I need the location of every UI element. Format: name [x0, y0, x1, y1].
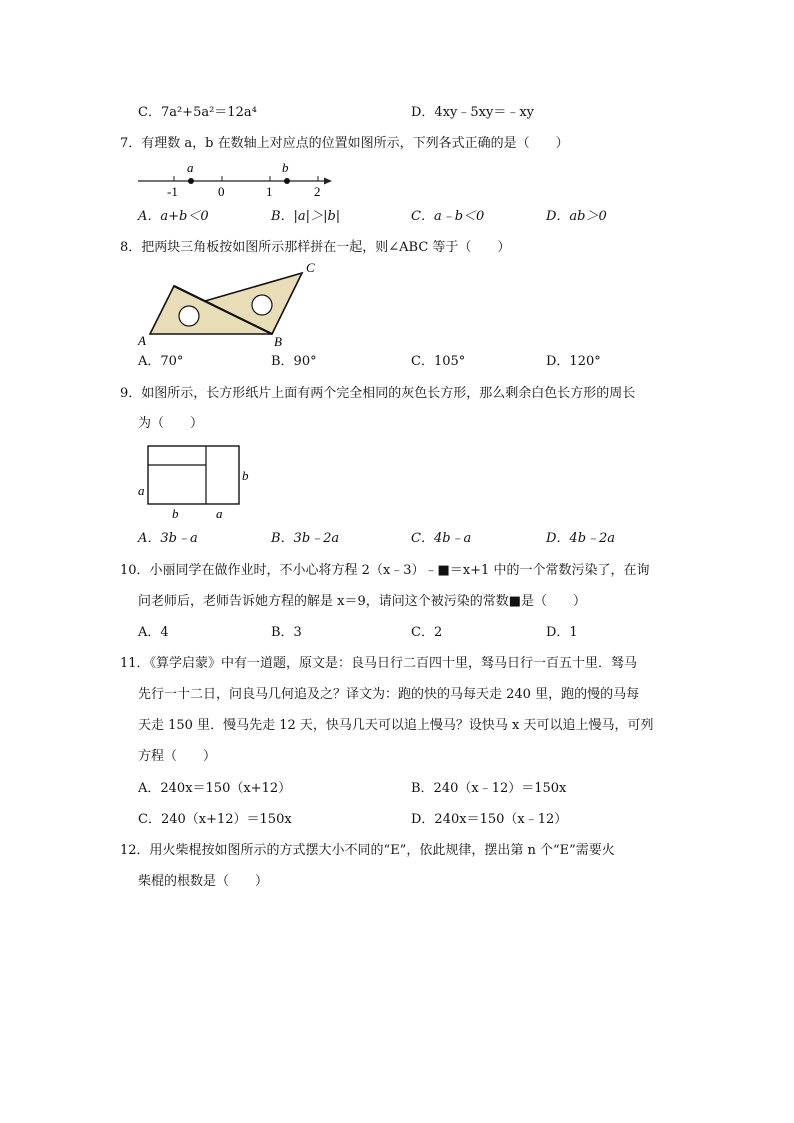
q11-stem-line2: 先行一十二日，问良马几何追及之？译文为：跑的快的马每天走 240 里，跑的慢的马每: [138, 687, 640, 702]
q8-stem: 8．把两块三角板按如图所示那样拼在一起，则∠ABC 等于（ ）: [120, 240, 511, 255]
vertex-c-label: C: [306, 260, 315, 275]
q10-option-b: B．3: [271, 625, 302, 640]
point-b-label: b: [282, 160, 289, 175]
q7-option-d: D．ab＞0: [546, 209, 607, 224]
q8-option-b: B．90°: [271, 354, 317, 369]
q11-stem-line1: 11．《算学启蒙》中有一道题，原文是：良马日行二百四十里，驽马日行一百五十里．驽马: [120, 656, 638, 671]
label-right-b: b: [242, 468, 249, 483]
q8-triangle-figure: [134, 260, 334, 350]
q11-option-a: A．240x＝150（x+12）: [138, 781, 292, 796]
q10-stem-line2: 问老师后，老师告诉她方程的解是 x＝9，请问这个被污染的常数■是（ ）: [138, 594, 587, 609]
q9-rectangle-figure: [134, 440, 264, 520]
q9-option-c: C．4b﹣a: [411, 531, 472, 546]
number-line-arrow: [324, 178, 332, 185]
tick-label-2: 2: [314, 184, 321, 199]
q9-stem-line2: 为（ ）: [138, 416, 204, 431]
q12-stem-line2: 柴棍的根数是（ ）: [138, 874, 269, 889]
q11-option-d: D．240x＝150（x﹣12）: [411, 812, 568, 827]
q11-option-b: B．240（x﹣12）＝150x: [411, 781, 567, 796]
right-triangle-hole: [252, 295, 272, 315]
q9-option-a: A．3b﹣a: [138, 531, 198, 546]
label-left-a: a: [138, 483, 145, 498]
q7-option-c: C．a﹣b＜0: [411, 209, 485, 224]
tick-label-neg1: -1: [167, 184, 178, 199]
tick-label-0: 0: [218, 184, 225, 199]
label-bottom-a: a: [216, 506, 223, 520]
q10-option-a: A．4: [138, 625, 169, 640]
q11-stem-line3: 天走 150 里．慢马先走 12 天，快马几天可以追上慢马？设快马 x 天可以追上慢马，可列: [138, 718, 654, 733]
q7-option-a: A．a+b＜0: [138, 209, 209, 224]
label-bottom-b: b: [172, 506, 179, 520]
q11-stem-line4: 方程（ ）: [138, 749, 217, 764]
vertex-a-label: A: [138, 333, 146, 348]
q10-option-c: C．2: [411, 625, 443, 640]
q9-option-b: B．3b﹣2a: [271, 531, 340, 546]
point-a-label: a: [187, 160, 194, 175]
q8-option-a: A．70°: [138, 354, 184, 369]
outer-rectangle: [148, 446, 239, 504]
q9-stem-line1: 9．如图所示，长方形纸片上面有两个完全相同的灰色长方形，那么剩余白色长方形的周长: [120, 386, 636, 401]
q12-stem-line1: 12．用火柴棍按如图所示的方式摆大小不同的“E”，依此规律，摆出第 n 个“E”需要火: [120, 843, 615, 858]
left-triangle-hole: [179, 306, 199, 326]
point-b: [284, 178, 290, 184]
q11-option-c: C．240（x+12）＝150x: [138, 812, 292, 827]
q8-option-d: D．120°: [546, 354, 601, 369]
q10-stem-line1: 10．小丽同学在做作业时，不小心将方程 2（x﹣3）﹣■＝x+1 中的一个常数污染了，在询: [120, 563, 650, 578]
q7-stem: 7．有理数 a，b 在数轴上对应点的位置如图所示，下列各式正确的是（ ）: [120, 136, 569, 151]
q8-option-c: C．105°: [411, 354, 466, 369]
q6-option-d: D．4xy﹣5xy＝﹣xy: [411, 105, 534, 120]
q9-option-d: D．4b﹣2a: [546, 531, 616, 546]
point-a: [188, 178, 194, 184]
q10-option-d: D．1: [546, 625, 578, 640]
q7-option-b: B．|a|＞|b|: [271, 209, 341, 224]
vertex-b-label: B: [274, 334, 282, 349]
q7-number-line: [134, 160, 344, 200]
tick-label-1: 1: [266, 184, 273, 199]
q6-option-c: C．7a²+5a²＝12a⁴: [138, 105, 257, 120]
